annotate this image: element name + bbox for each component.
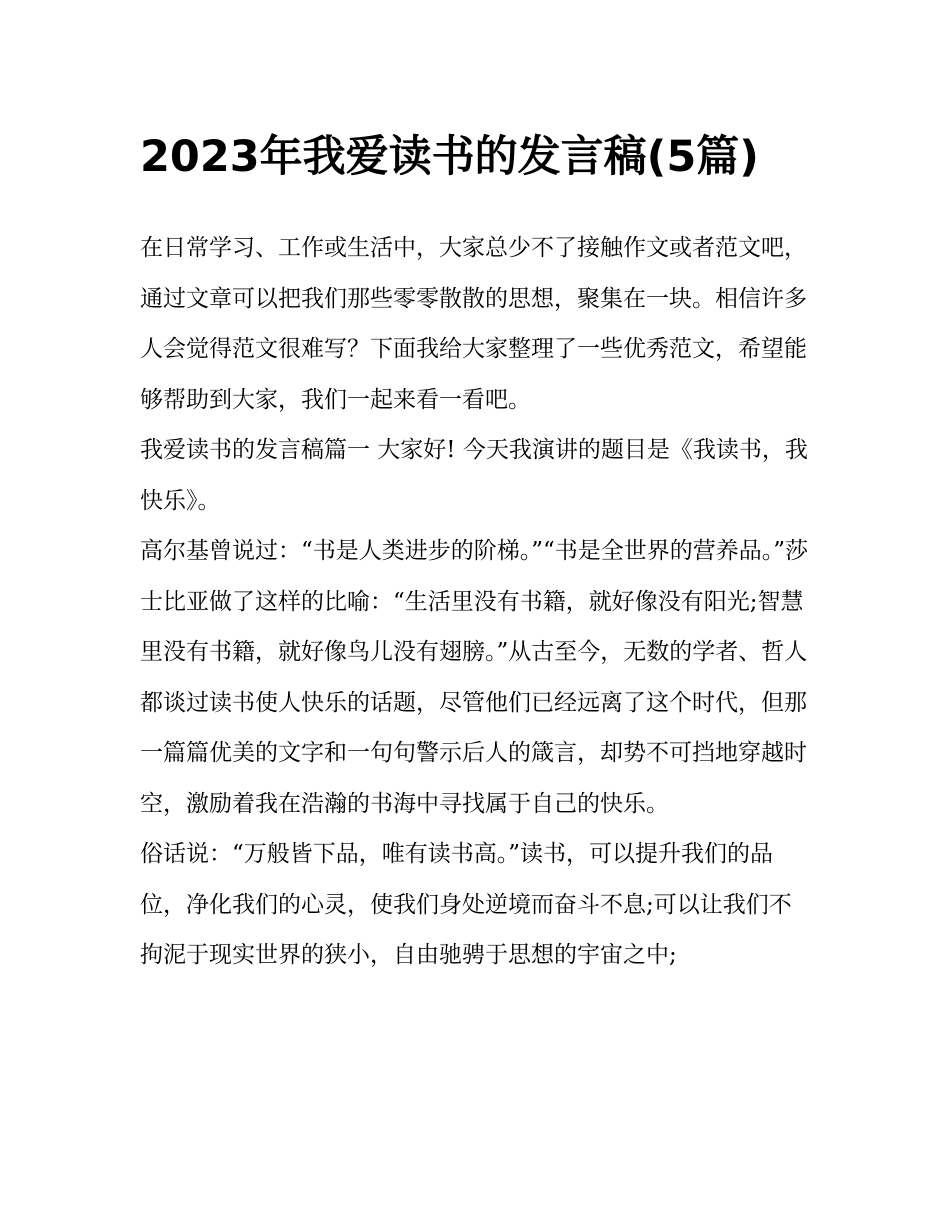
document-title: 2023年我爱读书的发言稿(5篇) bbox=[140, 132, 759, 182]
paragraph-intro: 在日常学习、工作或生活中，大家总少不了接触作文或者范文吧，通过文章可以把我们那些零零散散的思想，聚集在一块。相信许多人会觉得范文很难写？下面我给大家整理了一些优秀范文，希望能够帮助到大家，我们一起来看一看吧。 bbox=[140, 235, 807, 413]
paragraph-speech-opening: 我爱读书的发言稿篇一 大家好! 今天我演讲的题目是《我读书，我快乐》。 bbox=[140, 437, 808, 514]
document-body bbox=[140, 223, 812, 981]
paragraph-proverb: 俗话说：“万般皆下品，唯有读书高。”读书，可以提升我们的品位，净化我们的心灵，使我们身处逆境而奋斗不息;可以让我们不拘泥于现实世界的狭小，自由驰骋于思想的宇宙之中; bbox=[140, 841, 792, 968]
paragraph-gorky-quote: 高尔基曾说过：“书是人类进步的阶梯。”“书是全世界的营养品。”莎士比亚做了这样的比喻：“生活里没有书籍，就好像没有阳光;智慧里没有书籍，就好像鸟儿没有翅膀。”从古至今，无数的学者、哲人都谈过读书使人快乐的话题，尽管他们已经远离了这个时代，但那一篇篇优美的文字和一句句警示后人的箴言，却势不可挡地穿越时空，激励着我在浩瀚的书海中寻找属于自己的快乐。 bbox=[140, 538, 809, 817]
document-page bbox=[140, 118, 812, 981]
